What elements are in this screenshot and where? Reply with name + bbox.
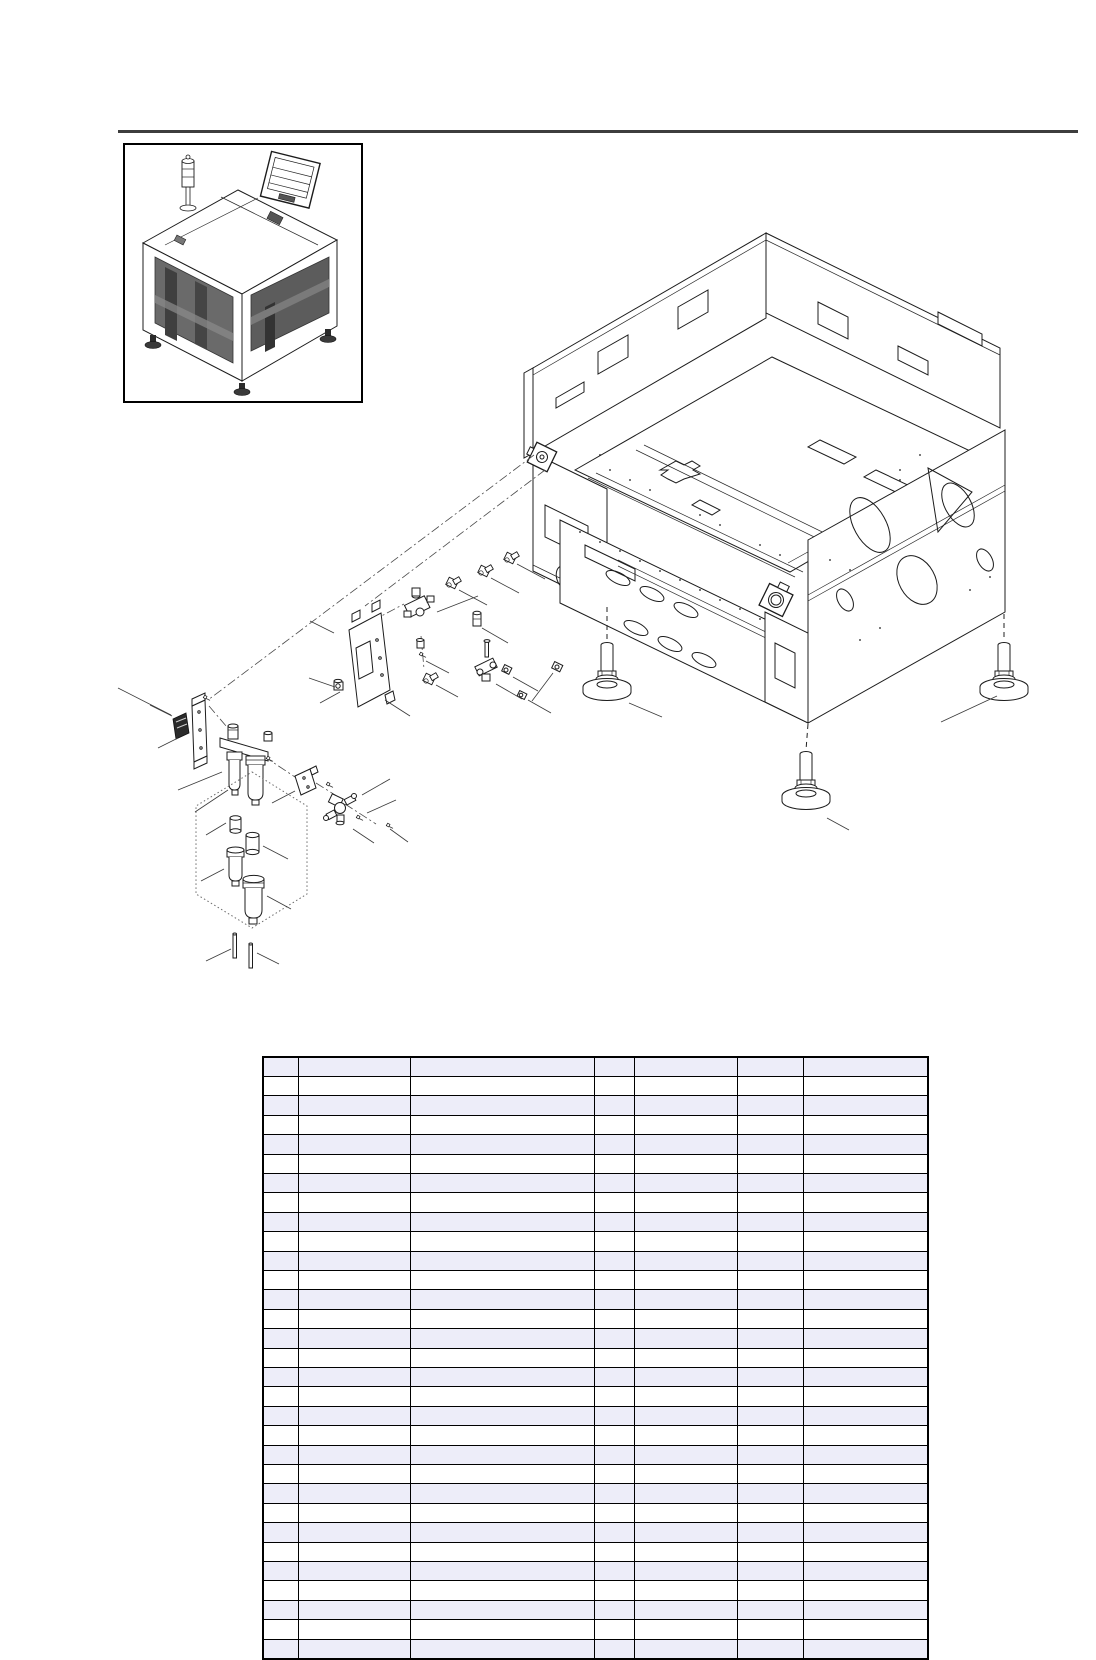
fitting-elbow-low bbox=[423, 673, 439, 685]
parts-table-cell bbox=[803, 1309, 928, 1328]
parts-table-cell bbox=[803, 1503, 928, 1522]
parts-table-cell bbox=[737, 1600, 803, 1619]
parts-table-cell bbox=[594, 1523, 634, 1542]
parts-table-cell bbox=[298, 1270, 410, 1289]
parts-table-cell bbox=[263, 1503, 298, 1522]
parts-table-cell bbox=[298, 1309, 410, 1328]
parts-table-cell bbox=[634, 1115, 737, 1134]
spare-cylinder-2 bbox=[246, 832, 259, 854]
parts-table-row bbox=[263, 1484, 928, 1503]
fitting-elbow-3 bbox=[504, 552, 520, 564]
parts-table-row bbox=[263, 1620, 928, 1639]
parts-table-cell bbox=[737, 1173, 803, 1192]
parts-table-cell bbox=[634, 1193, 737, 1212]
parts-table-cell bbox=[803, 1173, 928, 1192]
parts-table-cell bbox=[298, 1096, 410, 1115]
spare-filter-bowl-1 bbox=[227, 847, 244, 886]
parts-table-cell bbox=[410, 1387, 594, 1406]
parts-table-cell bbox=[410, 1581, 594, 1600]
parts-table-cell bbox=[803, 1193, 928, 1212]
parts-table-cell bbox=[410, 1465, 594, 1484]
ball-valve bbox=[475, 640, 497, 681]
spare-cylinder-1 bbox=[230, 816, 241, 833]
parts-table-cell bbox=[803, 1135, 928, 1154]
parts-table-cell bbox=[410, 1076, 594, 1095]
parts-table-cell bbox=[803, 1639, 928, 1658]
parts-table-cell bbox=[594, 1096, 634, 1115]
parts-table-cell bbox=[594, 1154, 634, 1173]
parts-table-cell bbox=[410, 1173, 594, 1192]
parts-table-row bbox=[263, 1290, 928, 1309]
parts-table-cell bbox=[410, 1639, 594, 1658]
parts-table-cell bbox=[410, 1290, 594, 1309]
parts-table-cell bbox=[594, 1348, 634, 1367]
parts-table-header-cell bbox=[263, 1057, 298, 1076]
parts-table-cell bbox=[263, 1484, 298, 1503]
parts-table-cell bbox=[634, 1096, 737, 1115]
parts-table-cell bbox=[634, 1639, 737, 1658]
parts-table-cell bbox=[298, 1600, 410, 1619]
pneumatic-parts-cluster bbox=[173, 552, 563, 968]
fitting-small-3 bbox=[517, 691, 527, 700]
parts-table-cell bbox=[634, 1270, 737, 1289]
parts-table-cell bbox=[803, 1387, 928, 1406]
parts-table-cell bbox=[803, 1562, 928, 1581]
parts-table-cell bbox=[263, 1368, 298, 1387]
parts-table-cell bbox=[263, 1426, 298, 1445]
parts-table-cell bbox=[737, 1465, 803, 1484]
parts-table-cell bbox=[803, 1270, 928, 1289]
parts-table-cell bbox=[634, 1348, 737, 1367]
parts-table-cell bbox=[410, 1503, 594, 1522]
parts-table-cell bbox=[594, 1639, 634, 1658]
parts-table-cell bbox=[263, 1232, 298, 1251]
parts-table-cell bbox=[594, 1173, 634, 1192]
parts-table-cell bbox=[594, 1115, 634, 1134]
parts-table-cell bbox=[737, 1562, 803, 1581]
parts-table-cell bbox=[410, 1270, 594, 1289]
parts-table-row bbox=[263, 1600, 928, 1619]
parts-table-row bbox=[263, 1406, 928, 1425]
cross-valve-assembly bbox=[324, 794, 357, 825]
parts-table-cell bbox=[298, 1251, 410, 1270]
parts-table-cell bbox=[298, 1329, 410, 1348]
parts-table-cell bbox=[737, 1135, 803, 1154]
parts-table-cell bbox=[594, 1251, 634, 1270]
parts-table-cell bbox=[410, 1484, 594, 1503]
parts-table-cell bbox=[737, 1154, 803, 1173]
parts-table-cell bbox=[594, 1426, 634, 1445]
parts-table-cell bbox=[737, 1426, 803, 1445]
parts-table-cell bbox=[298, 1212, 410, 1231]
parts-table-row bbox=[263, 1232, 928, 1251]
fitting-small-2 bbox=[502, 665, 512, 675]
parts-table-cell bbox=[263, 1115, 298, 1134]
parts-table-cell bbox=[594, 1484, 634, 1503]
parts-table-cell bbox=[263, 1173, 298, 1192]
parts-table-cell bbox=[594, 1503, 634, 1522]
leveling-foot-left bbox=[583, 643, 631, 701]
parts-table-cell bbox=[634, 1523, 737, 1542]
parts-table-cell bbox=[737, 1484, 803, 1503]
frl-port-fitting bbox=[264, 731, 272, 741]
parts-table-cell bbox=[410, 1193, 594, 1212]
parts-table-cell bbox=[737, 1348, 803, 1367]
parts-table-cell bbox=[410, 1329, 594, 1348]
parts-table-cell bbox=[594, 1290, 634, 1309]
fitting-elbow-1 bbox=[446, 577, 462, 589]
parts-table-cell bbox=[803, 1348, 928, 1367]
parts-table-cell bbox=[634, 1465, 737, 1484]
parts-table-cell bbox=[803, 1600, 928, 1619]
parts-table-cell bbox=[634, 1154, 737, 1173]
parts-table-cell bbox=[410, 1426, 594, 1445]
parts-table-cell bbox=[803, 1251, 928, 1270]
parts-table-cell bbox=[803, 1406, 928, 1425]
parts-table-cell bbox=[263, 1193, 298, 1212]
parts-table-cell bbox=[803, 1290, 928, 1309]
parts-table-cell bbox=[737, 1251, 803, 1270]
parts-table-cell bbox=[263, 1290, 298, 1309]
parts-table-cell bbox=[410, 1406, 594, 1425]
parts-table-cell bbox=[803, 1484, 928, 1503]
parts-table bbox=[262, 1056, 929, 1660]
parts-table-cell bbox=[737, 1523, 803, 1542]
parts-table-cell bbox=[594, 1193, 634, 1212]
parts-table-cell bbox=[410, 1096, 594, 1115]
parts-table-cell bbox=[634, 1406, 737, 1425]
parts-table-cell bbox=[737, 1270, 803, 1289]
manifold-valve bbox=[404, 588, 434, 617]
parts-table-cell bbox=[410, 1348, 594, 1367]
parts-table-row bbox=[263, 1309, 928, 1328]
parts-table-row bbox=[263, 1503, 928, 1522]
parts-table-row bbox=[263, 1251, 928, 1270]
parts-table-row bbox=[263, 1270, 928, 1289]
parts-table-cell bbox=[594, 1620, 634, 1639]
frl-bowl-2 bbox=[246, 756, 265, 805]
parts-table-row bbox=[263, 1135, 928, 1154]
parts-table-row bbox=[263, 1173, 928, 1192]
parts-table-cell bbox=[737, 1309, 803, 1328]
parts-table-header-cell bbox=[298, 1057, 410, 1076]
small-plate bbox=[295, 766, 318, 795]
label-plate bbox=[173, 713, 189, 739]
parts-table-cell bbox=[634, 1309, 737, 1328]
parts-table-row bbox=[263, 1387, 928, 1406]
parts-table-cell bbox=[803, 1581, 928, 1600]
parts-table-cell bbox=[263, 1542, 298, 1561]
parts-table-header-cell bbox=[737, 1057, 803, 1076]
parts-table-cell bbox=[263, 1639, 298, 1658]
parts-table-cell bbox=[803, 1115, 928, 1134]
parts-table-cell bbox=[594, 1581, 634, 1600]
parts-table-cell bbox=[803, 1426, 928, 1445]
parts-table-cell bbox=[737, 1290, 803, 1309]
parts-table-cell bbox=[594, 1076, 634, 1095]
parts-table-row bbox=[263, 1212, 928, 1231]
leveling-foot-center bbox=[782, 752, 830, 810]
parts-table-cell bbox=[594, 1562, 634, 1581]
base-frame bbox=[524, 233, 1005, 723]
parts-table-cell bbox=[410, 1309, 594, 1328]
parts-table-cell bbox=[634, 1232, 737, 1251]
parts-table-cell bbox=[298, 1290, 410, 1309]
parts-table-cell bbox=[634, 1445, 737, 1464]
parts-table-cell bbox=[263, 1309, 298, 1328]
parts-table-cell bbox=[298, 1368, 410, 1387]
parts-table-cell bbox=[803, 1329, 928, 1348]
parts-table-row bbox=[263, 1581, 928, 1600]
parts-table-cell bbox=[737, 1232, 803, 1251]
parts-table-cell bbox=[410, 1212, 594, 1231]
parts-table-cell bbox=[263, 1465, 298, 1484]
parts-table-cell bbox=[263, 1270, 298, 1289]
mounting-strip bbox=[192, 693, 207, 769]
parts-table-cell bbox=[298, 1484, 410, 1503]
parts-table-cell bbox=[410, 1562, 594, 1581]
parts-table-row bbox=[263, 1329, 928, 1348]
parts-table-cell bbox=[737, 1503, 803, 1522]
parts-table-cell bbox=[298, 1581, 410, 1600]
parts-table-cell bbox=[298, 1542, 410, 1561]
parts-table-cell bbox=[298, 1465, 410, 1484]
parts-table-row bbox=[263, 1523, 928, 1542]
parts-table-cell bbox=[803, 1212, 928, 1231]
parts-table-cell bbox=[803, 1368, 928, 1387]
parts-table-cell bbox=[737, 1581, 803, 1600]
parts-table-cell bbox=[634, 1542, 737, 1561]
parts-table-cell bbox=[298, 1154, 410, 1173]
parts-table-row bbox=[263, 1562, 928, 1581]
parts-table-cell bbox=[298, 1193, 410, 1212]
corner-bracket-component bbox=[759, 578, 796, 616]
parts-table-row bbox=[263, 1445, 928, 1464]
parts-table-row bbox=[263, 1348, 928, 1367]
parts-table-cell bbox=[634, 1620, 737, 1639]
parts-table-cell bbox=[803, 1465, 928, 1484]
parts-table-cell bbox=[298, 1232, 410, 1251]
parts-table-cell bbox=[634, 1329, 737, 1348]
parts-table-cell bbox=[803, 1542, 928, 1561]
parts-table-cell bbox=[410, 1542, 594, 1561]
parts-table-cell bbox=[737, 1387, 803, 1406]
parts-table-cell bbox=[634, 1135, 737, 1154]
parts-table-cell bbox=[298, 1503, 410, 1522]
parts-table-cell bbox=[594, 1270, 634, 1289]
parts-table-cell bbox=[737, 1193, 803, 1212]
parts-table-cell bbox=[410, 1620, 594, 1639]
parts-table-row bbox=[263, 1115, 928, 1134]
parts-table-cell bbox=[263, 1329, 298, 1348]
parts-table-cell bbox=[803, 1076, 928, 1095]
parts-table-cell bbox=[410, 1600, 594, 1619]
parts-table-cell bbox=[410, 1368, 594, 1387]
parts-table-cell bbox=[410, 1135, 594, 1154]
parts-table-cell bbox=[803, 1620, 928, 1639]
parts-table-header-row bbox=[263, 1057, 928, 1076]
parts-table-cell bbox=[298, 1076, 410, 1095]
parts-table-cell bbox=[298, 1523, 410, 1542]
parts-table-cell bbox=[634, 1212, 737, 1231]
parts-table-cell bbox=[263, 1348, 298, 1367]
parts-table-cell bbox=[410, 1251, 594, 1270]
parts-table-cell bbox=[737, 1542, 803, 1561]
parts-table-cell bbox=[263, 1212, 298, 1231]
parts-table-cell bbox=[594, 1542, 634, 1561]
parts-table-cell bbox=[737, 1329, 803, 1348]
spare-filter-bowl-2 bbox=[243, 875, 264, 924]
parts-table-cell bbox=[263, 1523, 298, 1542]
parts-table-cell bbox=[634, 1387, 737, 1406]
parts-table-cell bbox=[298, 1426, 410, 1445]
parts-table-cell bbox=[737, 1445, 803, 1464]
parts-table-cell bbox=[737, 1115, 803, 1134]
mounting-bracket bbox=[349, 600, 395, 707]
bracket-bottom-fitting bbox=[334, 679, 343, 690]
parts-table-cell bbox=[298, 1135, 410, 1154]
parts-table-cell bbox=[594, 1445, 634, 1464]
parts-table-cell bbox=[594, 1135, 634, 1154]
parts-table-cell bbox=[263, 1076, 298, 1095]
parts-table-cell bbox=[410, 1154, 594, 1173]
parts-table-cell bbox=[634, 1581, 737, 1600]
parts-table-row bbox=[263, 1465, 928, 1484]
parts-table-row bbox=[263, 1193, 928, 1212]
parts-table-row bbox=[263, 1542, 928, 1561]
parts-table-cell bbox=[634, 1251, 737, 1270]
parts-table-cell bbox=[594, 1232, 634, 1251]
parts-table-cell bbox=[594, 1406, 634, 1425]
parts-table-cell bbox=[298, 1387, 410, 1406]
parts-table-cell bbox=[594, 1309, 634, 1328]
parts-table-cell bbox=[263, 1600, 298, 1619]
frame-front-post bbox=[765, 612, 808, 723]
parts-table-header-cell bbox=[594, 1057, 634, 1076]
frl-bowl-1 bbox=[227, 752, 242, 795]
parts-table-cell bbox=[737, 1406, 803, 1425]
parts-table-cell bbox=[634, 1368, 737, 1387]
parts-table-cell bbox=[634, 1600, 737, 1619]
parts-table-row bbox=[263, 1154, 928, 1173]
fitting-straight bbox=[473, 611, 481, 626]
leveling-foot-right bbox=[980, 643, 1028, 701]
parts-table-cell bbox=[594, 1465, 634, 1484]
parts-table-cell bbox=[803, 1154, 928, 1173]
parts-table-cell bbox=[594, 1387, 634, 1406]
parts-table-cell bbox=[594, 1329, 634, 1348]
parts-table-cell bbox=[634, 1173, 737, 1192]
parts-table-cell bbox=[634, 1076, 737, 1095]
parts-table-row bbox=[263, 1426, 928, 1445]
parts-table-row bbox=[263, 1076, 928, 1095]
parts-table-cell bbox=[634, 1290, 737, 1309]
parts-table-cell bbox=[263, 1620, 298, 1639]
parts-table-cell bbox=[298, 1562, 410, 1581]
parts-table-cell bbox=[737, 1639, 803, 1658]
parts-table-cell bbox=[737, 1620, 803, 1639]
parts-table-cell bbox=[410, 1523, 594, 1542]
parts-table-cell bbox=[803, 1445, 928, 1464]
parts-table-cell bbox=[263, 1562, 298, 1581]
parts-table-cell bbox=[410, 1115, 594, 1134]
parts-table-cell bbox=[634, 1562, 737, 1581]
parts-table-cell bbox=[298, 1115, 410, 1134]
parts-table-cell bbox=[410, 1232, 594, 1251]
parts-table-cell bbox=[298, 1639, 410, 1658]
parts-table-row bbox=[263, 1368, 928, 1387]
parts-table-cell bbox=[263, 1154, 298, 1173]
parts-table-cell bbox=[737, 1096, 803, 1115]
parts-table-cell bbox=[737, 1076, 803, 1095]
parts-table-cell bbox=[803, 1096, 928, 1115]
parts-table-cell bbox=[634, 1484, 737, 1503]
parts-table-header-cell bbox=[803, 1057, 928, 1076]
parts-table-cell bbox=[298, 1348, 410, 1367]
fitting-small-4 bbox=[552, 662, 563, 672]
parts-table-cell bbox=[298, 1173, 410, 1192]
parts-table-cell bbox=[263, 1135, 298, 1154]
parts-table-cell bbox=[298, 1620, 410, 1639]
parts-table-cell bbox=[803, 1523, 928, 1542]
parts-table-cell bbox=[298, 1445, 410, 1464]
parts-table-cell bbox=[263, 1445, 298, 1464]
parts-table-cell bbox=[737, 1212, 803, 1231]
parts-table-header-cell bbox=[634, 1057, 737, 1076]
fitting-small-1 bbox=[417, 639, 425, 649]
parts-table-cell bbox=[803, 1232, 928, 1251]
parts-table-cell bbox=[410, 1445, 594, 1464]
parts-table-row bbox=[263, 1096, 928, 1115]
parts-table-cell bbox=[594, 1600, 634, 1619]
parts-table-cell bbox=[263, 1251, 298, 1270]
parts-table-cell bbox=[594, 1212, 634, 1231]
parts-table-cell bbox=[594, 1368, 634, 1387]
parts-table-cell bbox=[737, 1368, 803, 1387]
parts-table-cell bbox=[263, 1387, 298, 1406]
parts-table-cell bbox=[263, 1096, 298, 1115]
parts-table-row bbox=[263, 1639, 928, 1658]
parts-table-cell bbox=[263, 1406, 298, 1425]
parts-table-cell bbox=[634, 1503, 737, 1522]
fitting-elbow-2 bbox=[478, 565, 494, 577]
parts-table-header-cell bbox=[410, 1057, 594, 1076]
parts-table-cell bbox=[298, 1406, 410, 1425]
spare-pins bbox=[233, 933, 253, 968]
frl-unit bbox=[220, 724, 272, 805]
parts-table-cell bbox=[263, 1581, 298, 1600]
parts-table-cell bbox=[634, 1426, 737, 1445]
